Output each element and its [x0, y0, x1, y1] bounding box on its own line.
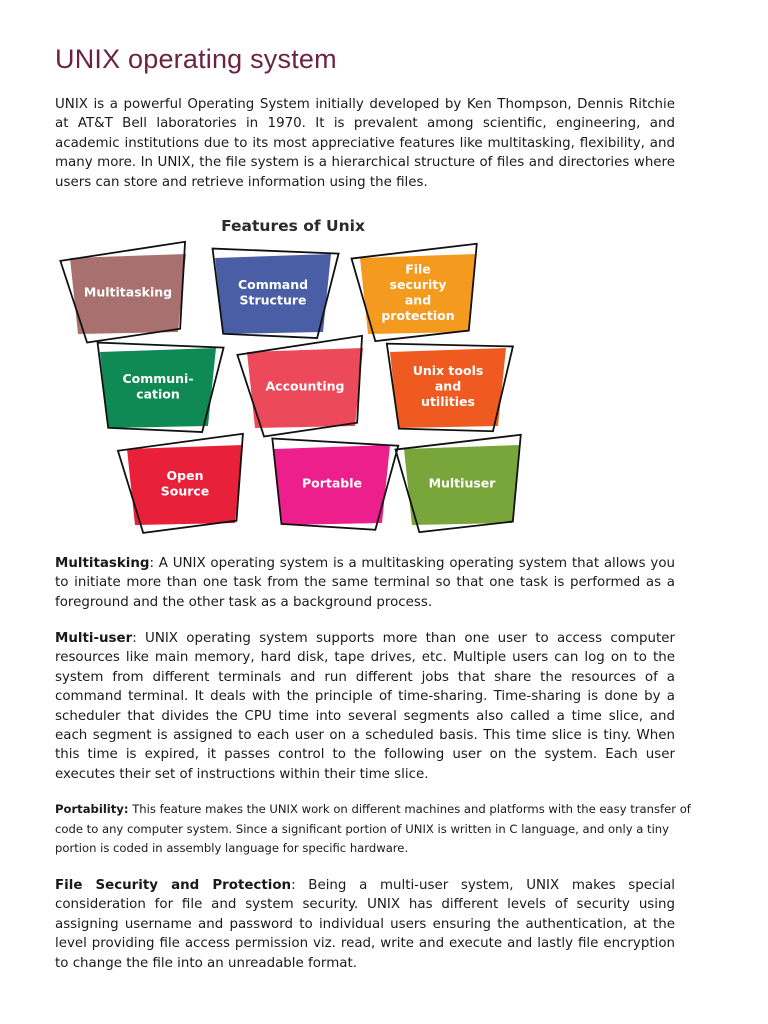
feature-card-8 — [395, 435, 527, 534]
feature-card-label: Structure — [239, 292, 307, 308]
feature-card-label: Communi- — [122, 370, 194, 386]
feature-card-label: Unix tools — [412, 363, 484, 378]
feature-card-4 — [237, 336, 372, 439]
feature-card-label: File — [405, 261, 431, 277]
portability-paragraph — [55, 800, 695, 859]
diagram-title: Features of Unix — [221, 217, 365, 235]
feature-card-3 — [90, 337, 223, 438]
feature-card-7 — [264, 433, 399, 536]
multitasking-term: Multitasking — [55, 556, 150, 571]
feature-card-label: Open — [166, 467, 204, 483]
multiuser-text: : UNIX operating system supports more than one user to access computer resources like main memory, hard disk, tape drives, etc. Multiple users can log on to the system from different terminals and run different jobs that share the resources of a command terminal. It deals with the principle of time-sharing. Time-sharing is done by a scheduler that divides the CPU time into several segments also called a time slice, and each segment is assigned to each user on a scheduled basis. This time slice is tiny. When this time is expired, it passes control to the following user on the system. Each user executes their set of instructions within their time slice. — [55, 631, 675, 782]
file-security-text: : Being a multi-user system, UNIX makes special consideration for file and system security. UNIX has different levels of security using assigning username and password to individual users ensuring the authentication, at the level providing file access permission viz. read, write and execute and lastly file encryption to change the file into an unreadable format. — [55, 878, 675, 971]
page-title: UNIX operating system — [55, 44, 337, 74]
feature-card-1 — [205, 243, 338, 344]
features-diagram — [55, 210, 496, 540]
feature-card-label: security — [389, 276, 447, 292]
feature-card-label: Multitasking — [83, 284, 173, 300]
feature-card-label: cation — [136, 386, 180, 402]
feature-card-2 — [351, 244, 483, 343]
feature-card-label: protection — [381, 307, 455, 323]
file-security-term: File Security and Protection — [55, 878, 292, 893]
portability-text: This feature makes the UNIX work on different machines and platforms with the easy transfer of code to any computer system. Since a significant portion of UNIX is written in C language, and only a tiny portion is coded in assembly language for specific hardware. — [55, 802, 691, 856]
feature-card-label: Accounting — [265, 378, 345, 394]
feature-card-5 — [381, 338, 513, 437]
feature-card-0 — [60, 242, 195, 345]
feature-card-6 — [117, 434, 250, 535]
feature-card-label: and — [434, 378, 462, 394]
feature-card-label: and — [404, 292, 432, 308]
file-security-paragraph — [55, 876, 675, 973]
feature-card-label: Command — [237, 276, 309, 292]
portability-term: Portability: — [55, 802, 129, 816]
intro-paragraph: UNIX is a powerful Operating System initially developed by Ken Thompson, Dennis Ritchie at AT&T Bell laboratories in 1970. It is prevalent among scientific, engineering, and academic institutions due to its most appreciative features like multitasking, flexibility, and many more. In UNIX, the file system is a hierarchical structure of files and directories where users can store and retrieve information using the files. — [55, 97, 675, 190]
multitasking-paragraph — [55, 554, 675, 612]
feature-card-label: Source — [160, 483, 210, 499]
feature-card-label: Multiuser — [428, 475, 496, 491]
multiuser-paragraph — [55, 629, 675, 784]
multiuser-term: Multi-user — [55, 631, 133, 646]
feature-card-label: Portable — [301, 475, 363, 491]
feature-card-label: utilities — [421, 394, 475, 409]
multitasking-text: : A UNIX operating system is a multitasking operating system that allows you to initiate more than one task from the same terminal so that one task is performed as a foreground and the other task as a background process. — [55, 556, 675, 610]
